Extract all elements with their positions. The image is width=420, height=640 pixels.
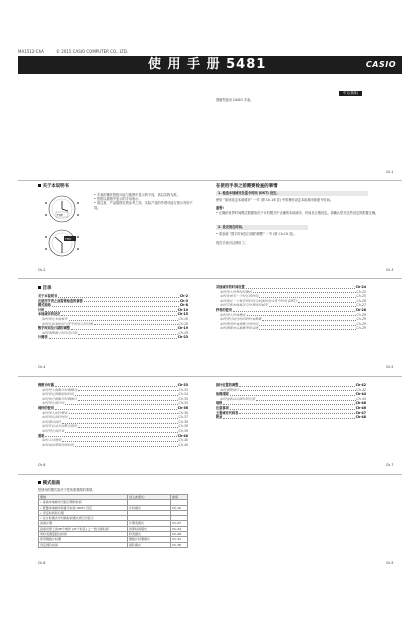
- toc-entry-label: 如何调整指针: [220, 387, 240, 392]
- toc-entry-label: 计测表: [38, 335, 48, 340]
- toc-entry-label: 倒数计时器: [38, 383, 54, 387]
- toc-entry-page: Ch-35: [178, 401, 188, 406]
- toc-entry-label: 如何设定闹铃时间: [42, 415, 68, 420]
- toc-entry[interactable]: [220, 303, 366, 307]
- toc-entry-page: Ch-33: [178, 387, 188, 392]
- ready-text: 现在手表可以使用了。: [216, 241, 248, 245]
- table-cell: • 设定时间和日期: [39, 510, 128, 515]
- toc-entry-label: 如何设定本地城市: [42, 317, 68, 321]
- display-tag-tue: TUE: [57, 213, 63, 217]
- section-title: 关于本说明书: [42, 184, 69, 189]
- table-cell: 使用倒数计时器: [39, 537, 128, 542]
- toc-list: [38, 383, 188, 453]
- toc-leader-dots: [49, 338, 177, 339]
- toc-entry-label: 故障排除: [216, 392, 229, 397]
- toc-entry-page: Ch-36: [177, 406, 188, 410]
- toc-entry-page: Ch-37: [178, 415, 188, 420]
- toc-entry[interactable]: [220, 397, 366, 401]
- watch-face-icon: [45, 196, 79, 222]
- table-cell: • 在计时模式中切换时间模式或日历显示: [39, 516, 128, 521]
- toc-entry-label: 注意事项: [216, 406, 229, 410]
- toc-entry-page: Ch-25: [356, 289, 366, 294]
- table-cell: 查看世界上的48个城市 (31个时区) 之一的当前时间: [39, 526, 128, 531]
- important-label: 重要!: [216, 206, 224, 210]
- bullet-item: • 按钮以插图中显示的字母表示。: [94, 197, 142, 202]
- step-1-text: 使用 “如何设定本地城市” 一节 (第 Ch-16 页) 中的操作设定本地城市和夏令时间。: [216, 198, 333, 202]
- toc-entry-label: 如何进行经过时间的秒表测量: [220, 317, 262, 322]
- table-cell: 秒表模式: [128, 532, 171, 537]
- table-cell: • 配置本地城市和夏令时间 (DST) 设定: [39, 505, 128, 510]
- toc-entry-label: 如何设定倒数起始时间: [42, 392, 74, 397]
- document-code: MA1512-ChA: [18, 49, 44, 54]
- toc-entry[interactable]: [220, 294, 366, 298]
- toc-entry-label: 附录: [216, 415, 223, 420]
- watch-diagrams: [40, 193, 84, 263]
- toc-entry-page: Ch-44: [355, 392, 366, 397]
- bullet-item: • 请注意，产品插图仅供参考之用，实际产品的外观可能与图示有所不同。: [94, 201, 193, 210]
- column-header: 要做: [39, 495, 128, 500]
- column-header: 进入此模式:: [128, 495, 171, 500]
- toc-entry-label: 闹铃的使用: [38, 406, 54, 410]
- toc-entry[interactable]: [42, 392, 188, 396]
- table-cell: 闹铃模式: [128, 542, 171, 547]
- important-note: • 正确的世界时间模式数据取决于计时模式中正确的本地城市、时间及日期设定。请确认您对这些设定的配置正确。: [216, 211, 379, 215]
- section-about-manual: [38, 183, 69, 189]
- toc-entry-page: Ch-16: [178, 317, 188, 321]
- step-2-text: • 请参阅 “数字时间及日期的调整” 一节 (第 Ch-19 页)。: [216, 232, 297, 236]
- page-number: Ch-5: [386, 365, 394, 369]
- toc-entry-label: 如何手动照明: [42, 438, 62, 443]
- toc-entry[interactable]: [38, 335, 188, 339]
- toc-entry[interactable]: [42, 317, 188, 321]
- table-cell: Ch-10: [171, 505, 188, 510]
- toc-entry-label: 其他城市的时间设置: [216, 285, 245, 289]
- toc-entry[interactable]: [42, 331, 188, 335]
- section-before-use: 在使用手表之前需要检查的事情: [216, 184, 278, 189]
- toc-entry[interactable]: [216, 392, 366, 396]
- toc-entry-label: 如何测试闹铃: [42, 419, 62, 424]
- toc-entry-page: Ch-42: [355, 383, 366, 387]
- toc-entry-page: Ch-25: [356, 294, 366, 299]
- page-number: Ch-6: [38, 463, 46, 467]
- table-cell: Ch-28: [171, 532, 188, 537]
- toc-entry-page: Ch-27: [356, 303, 366, 308]
- table-cell: 用秒表测量经过时间: [39, 532, 128, 537]
- toc-entry-label: 如何进入倒数计时器模式: [42, 387, 78, 392]
- step-1-heading: 1. 检查本地城市及夏令时间 (DST) 设定。: [216, 191, 368, 196]
- toc-entry-label: 如何使用秒表测量分段时间: [220, 321, 259, 326]
- toc-entry[interactable]: [38, 308, 188, 312]
- toc-entry[interactable]: [42, 411, 188, 415]
- toc-entry-page: Ch-19: [177, 326, 188, 331]
- toc-entry-page: Ch-26: [356, 298, 366, 303]
- toc-entry[interactable]: [42, 420, 188, 424]
- page-number: Ch-2: [38, 268, 46, 272]
- toc-entry-label: 主要城市代码表: [216, 410, 239, 415]
- toc-entry[interactable]: [220, 299, 366, 303]
- brand-logo: CASIO: [365, 60, 396, 69]
- toc-entry-page: Ch-38: [178, 419, 188, 424]
- table-cell: 世界时间模式: [128, 526, 171, 531]
- toc-leader-dots: [223, 418, 354, 419]
- toc-entry[interactable]: [216, 415, 366, 419]
- toc-entry[interactable]: [38, 294, 188, 298]
- toc-entry-label: 如何交换本地城市与世界时间城市: [220, 303, 268, 308]
- toc-entry-page: Ch-28: [356, 312, 366, 317]
- toc-list: [216, 383, 366, 423]
- toc-entry[interactable]: [42, 443, 188, 447]
- toc-entry-label: 计时: [38, 307, 45, 312]
- section-contents: [38, 285, 51, 291]
- divider: [18, 180, 402, 181]
- toc-entry[interactable]: [38, 326, 188, 330]
- toc-entry-page: Ch-46: [355, 406, 366, 410]
- toc-entry-label: 如何查看另一个时区的时间: [220, 294, 259, 299]
- toc-entry[interactable]: [220, 317, 366, 321]
- table-cell: Ch-36: [171, 542, 188, 547]
- display-tag-thu: THU: [65, 237, 72, 241]
- toc-entry-label: 如何执行倒数计时器操作: [42, 396, 78, 401]
- toc-entry-page: Ch-46: [355, 401, 366, 406]
- table-cell: 查看计测: [39, 521, 128, 526]
- watch-face-icon: [45, 230, 79, 256]
- toc-entry-page: Ch-29: [356, 321, 366, 326]
- divider: [18, 474, 402, 475]
- title-band: [18, 56, 402, 74]
- toc-entry-label: 如何更改照明持续时间: [42, 442, 74, 447]
- toc-entry-label: 如何开启或关闭整点报时: [42, 424, 78, 429]
- square-marker-icon: [38, 481, 41, 484]
- toc-entry[interactable]: [220, 322, 366, 326]
- language-badge: 中文(简体): [339, 91, 362, 96]
- toc-entry-label: 本地城市的设定: [38, 312, 61, 317]
- divider: [18, 376, 402, 377]
- toc-entry-page: Ch-48: [355, 415, 366, 420]
- toc-entry-page: Ch-44: [356, 396, 366, 401]
- toc-entry[interactable]: [42, 415, 188, 419]
- section-mode-guide: [38, 480, 60, 486]
- toc-entry-page: Ch-40: [178, 438, 188, 443]
- page-number: Ch-8: [38, 561, 46, 565]
- toc-entry[interactable]: [42, 438, 188, 442]
- table-cell: 计时模式: [128, 505, 171, 510]
- page-number: Ch-9: [386, 561, 394, 565]
- section-title: 模式指南: [42, 481, 61, 486]
- toc-entry-page: Ch-40: [178, 442, 188, 447]
- toc-entry-label: 数字时间及日期的调整: [38, 326, 70, 331]
- toc-entry[interactable]: [216, 308, 366, 312]
- page-number: Ch-3: [386, 268, 394, 272]
- toc-entry-page: Ch-47: [355, 410, 366, 415]
- mode-guide-table: [38, 494, 188, 548]
- toc-entry[interactable]: [42, 397, 188, 401]
- page-number: Ch-1: [386, 170, 394, 174]
- toc-entry[interactable]: [216, 411, 366, 415]
- toc-entry-page: Ch-10: [177, 307, 188, 312]
- toc-entry[interactable]: [220, 290, 366, 294]
- toc-entry-label: 如何停止闹铃音: [42, 429, 65, 433]
- toc-entry-label: 如何停止倒计时: [42, 401, 65, 406]
- table-row: [39, 542, 188, 547]
- toc-entry-page: Ch-28: [355, 308, 366, 312]
- toc-entry-label: 规格: [216, 401, 223, 406]
- toc-entry[interactable]: [38, 312, 188, 316]
- table-cell: Ch-33: [171, 537, 188, 542]
- toc-entry-page: Ch-24: [355, 285, 366, 289]
- toc-entry-label: 如何进入闹铃模式: [42, 410, 68, 415]
- toc-entry-page: Ch-33: [177, 383, 188, 387]
- about-bullets: [94, 193, 198, 210]
- toc-entry[interactable]: [42, 388, 188, 392]
- column-header: 参阅: [171, 495, 188, 500]
- toc-entry-page: Ch-8: [179, 303, 188, 308]
- toc-entry[interactable]: [38, 299, 188, 303]
- toc-entry[interactable]: [220, 313, 366, 317]
- toc-entry-page: Ch-35: [178, 396, 188, 401]
- toc-entry-label: 照明: [38, 433, 45, 438]
- copyright: © 2015 CASIO COMPUTER CO., LTD.: [56, 49, 129, 54]
- toc-entry-page: Ch-23: [177, 335, 188, 340]
- toc-entry-label: 在使用手表之前需要检查的事情: [38, 298, 83, 303]
- square-marker-icon: [38, 286, 41, 289]
- toc-entry-label: 如何调整数字时间及日期: [42, 330, 78, 335]
- bullet-item: • 手表的操作按钮可能与插图中显示的不同，请以实物为准。: [94, 193, 180, 197]
- toc-entry-page: Ch-42: [356, 387, 366, 392]
- table-cell: 倒数计时器模式: [128, 537, 171, 542]
- intro-text: 感谢您选用 CASIO 手表。: [216, 98, 254, 102]
- manual-title: 使 用 手 册 5481: [148, 57, 267, 72]
- toc-entry-label: 如何在标准时间与夏令时间之间切换: [42, 321, 93, 326]
- mode-guide-subtitle: 您使用的模式取决于您所需要做的事情。: [38, 488, 96, 492]
- toc-entry[interactable]: [42, 322, 188, 326]
- page-number: Ch-4: [38, 365, 46, 369]
- table-cell: 设定闹铃时间: [39, 542, 128, 547]
- divider: [18, 278, 402, 279]
- toc-list: [38, 294, 188, 354]
- page-number: Ch-7: [386, 463, 394, 467]
- toc-entry-page: Ch-29: [356, 326, 366, 331]
- step-2-heading: 2. 设定现在时间。: [216, 225, 308, 230]
- toc-entry[interactable]: [38, 383, 188, 387]
- toc-entry-page: Ch-2: [179, 294, 188, 298]
- toc-leader-dots: [75, 446, 178, 447]
- square-marker-icon: [38, 184, 41, 187]
- toc-entry-page: Ch-36: [178, 410, 188, 415]
- toc-entry-page: Ch-34: [178, 392, 188, 397]
- toc-entry[interactable]: [42, 429, 188, 433]
- toc-entry-label: 模式指南: [38, 303, 51, 308]
- toc-entry-label: 指针位置的调整: [216, 383, 239, 387]
- toc-entry[interactable]: [42, 424, 188, 428]
- toc-entry[interactable]: [38, 434, 188, 438]
- section-title: 目录: [42, 286, 52, 291]
- toc-entry[interactable]: [216, 401, 366, 405]
- table-cell: • 查看本地城市当前日期和时间: [39, 500, 128, 505]
- toc-list: [216, 285, 366, 345]
- toc-leader-dots: [259, 329, 355, 330]
- toc-entry-label: 如何指定一个城市的时间为标准时间或夏令时间 (DST): [220, 298, 297, 303]
- toc-entry[interactable]: [216, 383, 366, 387]
- table-cell: Ch-24: [171, 526, 188, 531]
- toc-entry-page: Ch-18: [178, 321, 188, 326]
- toc-entry-label: 如何重新启动指针的位置: [220, 396, 256, 401]
- toc-entry-page: Ch-38: [178, 424, 188, 429]
- toc-entry[interactable]: [216, 406, 366, 410]
- toc-entry-page: Ch-29: [356, 317, 366, 322]
- toc-entry-page: Ch-39: [178, 429, 188, 433]
- toc-entry-page: Ch-15: [177, 312, 188, 317]
- toc-entry[interactable]: [216, 285, 366, 289]
- toc-entry-label: 秒表的使用: [216, 308, 232, 312]
- toc-entry-page: Ch-19: [178, 330, 188, 335]
- toc-entry-page: Ch-3: [179, 298, 188, 303]
- toc-entry[interactable]: [42, 401, 188, 405]
- toc-entry-label: 如何进入秒表模式: [220, 312, 246, 317]
- toc-entry[interactable]: [220, 388, 366, 392]
- toc-entry-label: 如何测量两名参赛者的成绩: [220, 326, 259, 331]
- table-cell: 计测表模式: [128, 521, 171, 526]
- toc-entry-label: 如何进入世界时间模式: [220, 289, 252, 294]
- toc-entry[interactable]: [38, 303, 188, 307]
- toc-entry[interactable]: [38, 406, 188, 410]
- toc-entry[interactable]: [220, 326, 366, 330]
- toc-entry-label: 关于本说明书: [38, 294, 58, 298]
- toc-entry-page: Ch-40: [177, 433, 188, 438]
- table-cell: Ch-23: [171, 521, 188, 526]
